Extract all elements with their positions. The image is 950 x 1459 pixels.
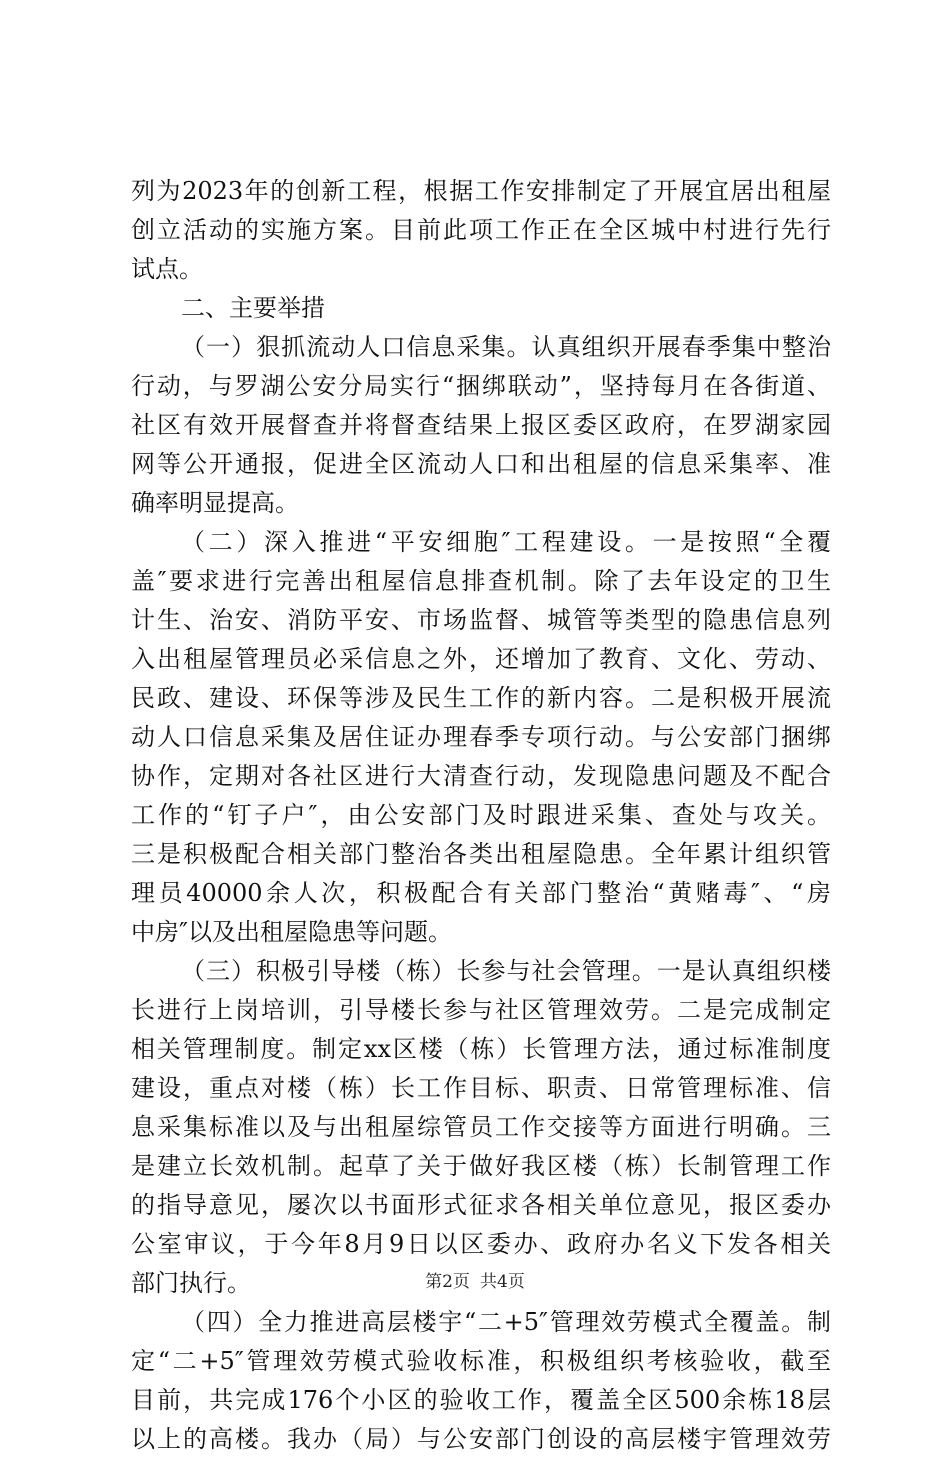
text-line: 公室审议，于今年8月9日以区委办、政府办名义下发各相关 [131, 1230, 831, 1258]
text-line: 协作，定期对各社区进行大清查行动，发现隐患问题及不配合 [131, 762, 831, 790]
page-total: 共4页 [480, 1272, 525, 1292]
text-line: 息采集标准以及与出租屋综管员工作交接等方面进行明确。三 [131, 1113, 831, 1141]
paragraph-first-line: （二）深入推进“平安细胞″工程建设。一是按照“全覆 [181, 528, 831, 556]
text-line: 入出租屋管理员必采信息之外，还增加了教育、文化、劳动、 [131, 645, 831, 673]
text-line: 计生、治安、消防平安、市场监督、城管等类型的隐患信息列 [131, 606, 831, 634]
paragraph-first-line: （一）狠抓流动人口信息采集。认真组织开展春季集中整治 [181, 333, 831, 361]
text-line: 三是积极配合相关部门整治各类出租屋隐患。全年累计组织管 [131, 840, 831, 868]
text-line: 网等公开通报，促进全区流动人口和出租屋的信息采集率、准 [131, 450, 831, 478]
text-line: 长进行上岗培训，引导楼长参与社区管理效劳。二是完成制定 [131, 996, 831, 1024]
text-line: 列为2023年的创新工程，根据工作安排制定了开展宜居出租屋 [131, 177, 831, 205]
document-body [131, 172, 831, 1459]
text-line: 民政、建设、环保等涉及民生工作的新内容。二是积极开展流 [131, 684, 831, 712]
text-line: 工作的“钉子户″，由公安部门及时跟进采集、查处与攻关。 [131, 801, 831, 829]
text-line: 以上的高楼。我办（局）与公安部门创设的高层楼宇管理效劳 [131, 1425, 831, 1453]
section-heading: 二、主要举措 [181, 294, 325, 322]
text-line: 理员40000余人次，积极配合有关部门整治“黄赌毒″、“房 [131, 879, 831, 907]
text-line: 是建立长效机制。起草了关于做好我区楼（栋）长制管理工作 [131, 1152, 831, 1180]
text-line: 相关管理制度。制定xx区楼（栋）长管理方法，通过标准制度 [131, 1035, 831, 1063]
text-line: 盖″要求进行完善出租屋信息排查机制。除了去年设定的卫生 [131, 567, 831, 595]
text-line: 中房″以及出租屋隐患等问题。 [131, 918, 452, 946]
text-line: 的指导意见，屡次以书面形式征求各相关单位意见，报区委办 [131, 1191, 831, 1219]
text-line: 行动，与罗湖公安分局实行“捆绑联动”，坚持每月在各街道、 [131, 372, 831, 400]
text-line: 动人口信息采集及居住证办理春季专项行动。与公安部门捆绑 [131, 723, 831, 751]
text-line: 目前，共完成176个小区的验收工作，覆盖全区500余栋18层 [131, 1386, 831, 1414]
text-line: 定“二+5″管理效劳模式验收标准，积极组织考核验收，截至 [131, 1347, 831, 1375]
text-line: 社区有效开展督查并将督查结果上报区委区政府，在罗湖家园 [131, 411, 831, 439]
paragraph-first-line: （四）全力推进高层楼宇“二+5″管理效劳模式全覆盖。制 [181, 1308, 831, 1336]
text-line: 建设，重点对楼（栋）长工作目标、职责、日常管理标准、信 [131, 1074, 831, 1102]
page-number: 第2页 [425, 1272, 470, 1292]
text-line: 创立活动的实施方案。目前此项工作正在全区城中村进行先行 [131, 216, 831, 244]
paragraph-first-line: （三）积极引导楼（栋）长参与社会管理。一是认真组织楼 [181, 957, 831, 985]
text-line: 试点。 [131, 255, 203, 283]
text-line: 部门执行。 [131, 1269, 251, 1297]
text-line: 确率明显提高。 [131, 489, 299, 517]
page-footer [0, 1267, 950, 1292]
